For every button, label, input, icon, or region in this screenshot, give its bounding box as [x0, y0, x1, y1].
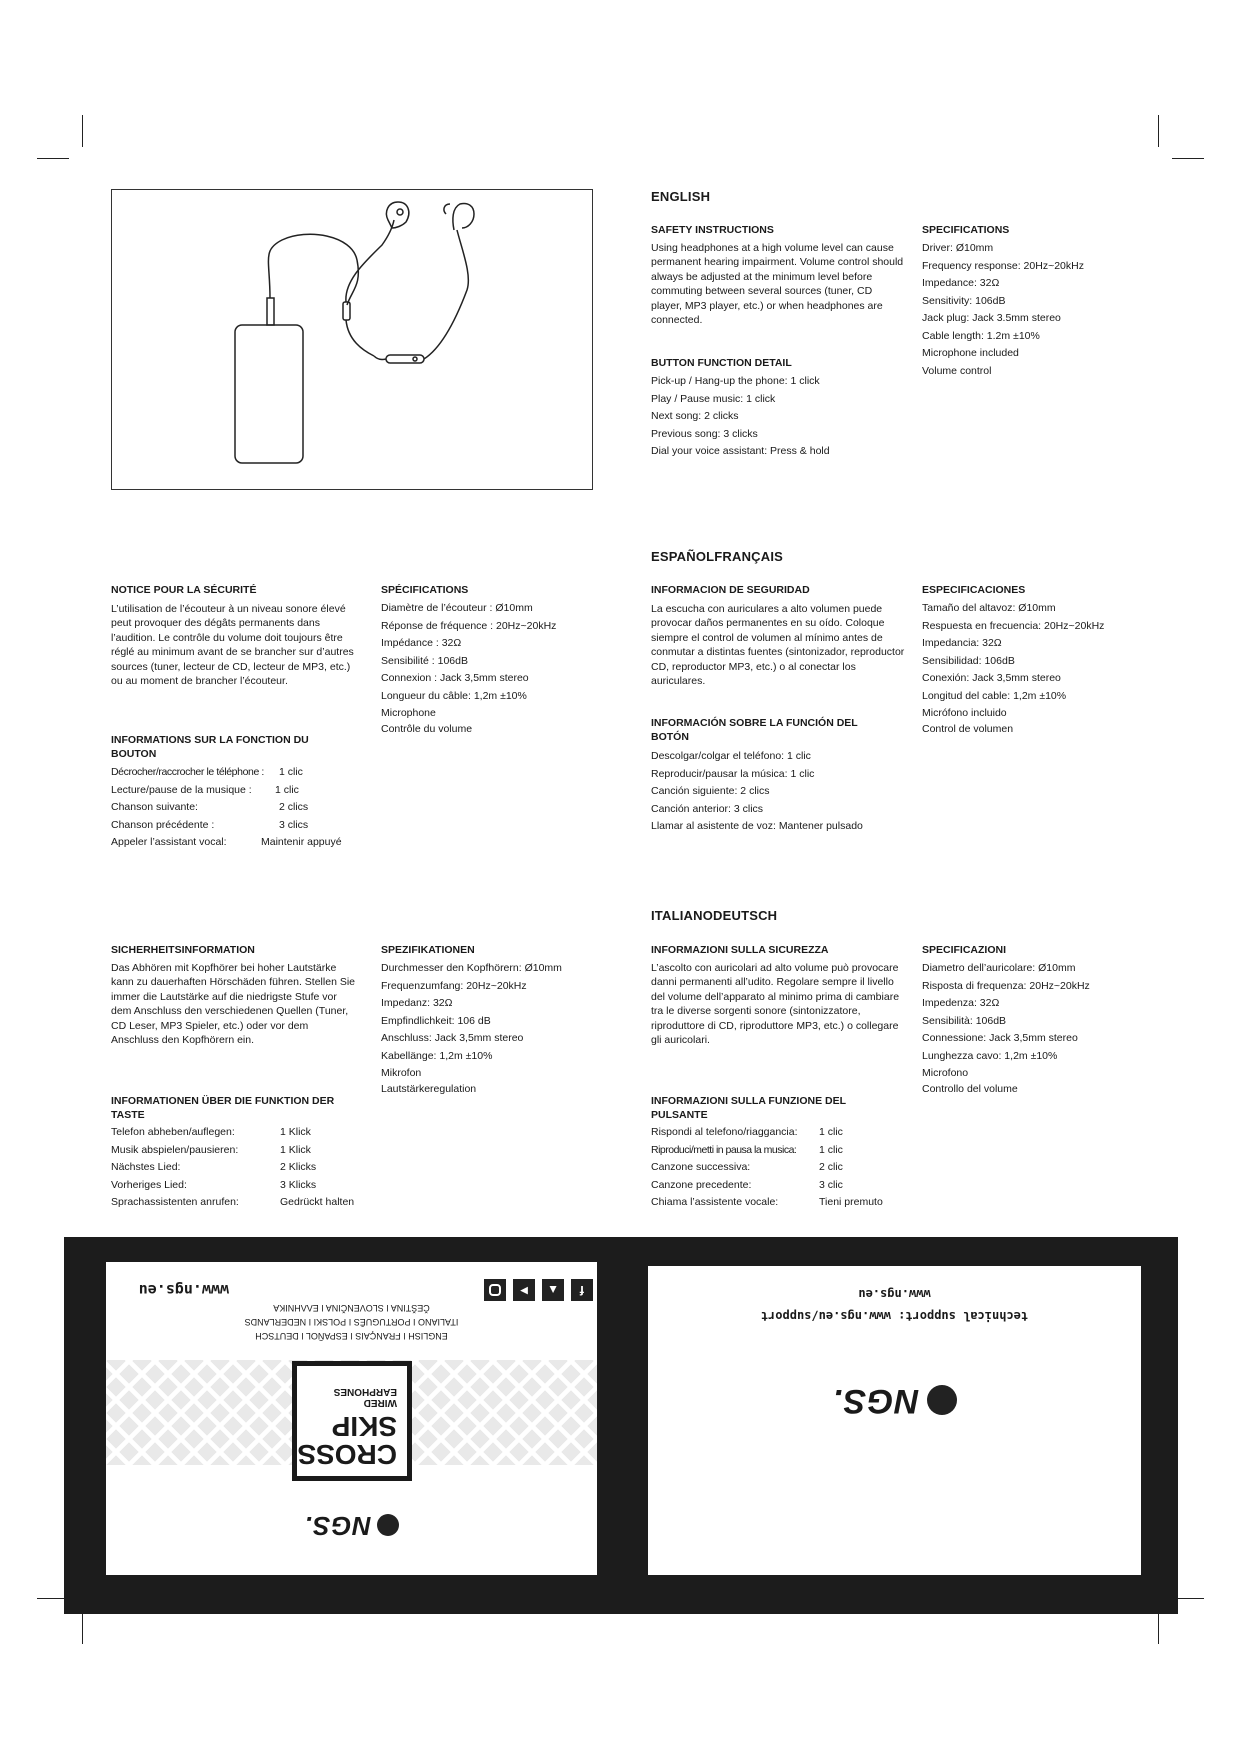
- list-item: Micrófono incluido: [922, 707, 1007, 719]
- es-spec-title: ESPECIFICACIONES: [922, 584, 1026, 596]
- list-item: Previous song: 3 clicks: [651, 427, 758, 440]
- table-row: Rispondi al telefono/riaggancia: 1 clic: [651, 1126, 843, 1138]
- list-item: Empfindlichkeit: 106 dB: [381, 1014, 491, 1027]
- facebook-icon[interactable]: f: [571, 1279, 593, 1301]
- list-item: Conexión: Jack 3,5mm stereo: [922, 672, 1061, 684]
- list-item: Impedanz: 32Ω: [381, 997, 453, 1009]
- en-spec-title: SPECIFICATIONS: [922, 224, 1010, 236]
- ngs-logo-icon: [927, 1386, 957, 1416]
- list-item: Longitud del cable: 1,2m ±10%: [922, 689, 1067, 702]
- list-item: Controllo del volume: [922, 1083, 1018, 1095]
- de-safety-text: Das Abhören mit Kopfhörer bei hoher Lautstärke kann zu dauerhaften Hörschäden führen. Stellen Sie immer die Lautstärke auf die niedrigste Stufe vor dem Anschluss den verschiedenen Quellen (Tuner, CD Leser, MP3 Spieler, etc.) oder vor dem Anschluss den Kopfhörern ein.: [111, 962, 355, 1047]
- list-item: Risposta di frequenza: 20Hz~20kHz: [922, 979, 1090, 992]
- es-safety-text: La escucha con auriculares a alto volumen puede provocar daños permanentes en su oído. Coloque siempre el control de volumen al mínimo antes de conmutar a distintas fuentes (sintonizador, reproductor CD, reproductor MP3, etc.) o al conectar los auriculares.: [651, 603, 905, 688]
- it-spec-title: SPECIFICAZIONI: [922, 944, 1007, 956]
- list-item: Dial your voice assistant: Press & hold: [651, 445, 830, 457]
- list-item: Connexion : Jack 3,5mm stereo: [381, 672, 529, 684]
- fr-spec-title: SPÉCIFICATIONS: [381, 584, 469, 596]
- list-item: Longueur du câble: 1,2m ±10%: [381, 689, 527, 702]
- section-heading-english: ENGLISH: [651, 189, 711, 204]
- list-item: Sensibilité : 106dB: [381, 654, 468, 667]
- table-row: Chanson suivante: 2 clics: [111, 801, 309, 813]
- list-item: Réponse de fréquence : 20Hz~20kHz: [381, 619, 557, 632]
- list-item: Next song: 2 clicks: [651, 410, 739, 422]
- language-list: ENGLISH I FRANÇAIS I ESPAÑOL I DEUTSCH ITALIANO I PORTUGUÊS I POLSKI I NEDERLANDS ČEŠTINA I SLOVENČINA I ΕΛΛΗΝΙΚΑ: [244, 1303, 459, 1341]
- table-row: Vorheriges Lied: 3 Klicks: [111, 1178, 317, 1191]
- fr-safety-text: L’utilisation de l’écouteur à un niveau sonore élevé peut provoquer des dégâts permanents dans l’audition. Le contrôle du volume doit toujours être réglé au minimum avant de se brancher sur d’autres sources (tuner, lecteur de CD, lecteur de MP3, etc.) ou au moment de brancher l’écouteur.: [111, 603, 354, 688]
- en-spec-list: [922, 240, 1084, 380]
- fr-button-list: [111, 764, 342, 852]
- de-spec-title: SPEZIFIKATIONEN: [381, 944, 475, 956]
- cover-right-panel: [648, 1266, 1141, 1575]
- website-url: www.ngs.eu: [858, 1287, 931, 1301]
- list-item: Mikrofon: [381, 1067, 422, 1079]
- list-item: Frequency response: 20Hz~20kHz: [922, 259, 1084, 272]
- list-item: Jack plug: Jack 3.5mm stereo: [922, 312, 1061, 324]
- list-item: Volume control: [922, 364, 992, 377]
- en-button-list: [651, 373, 830, 461]
- de-spec-list: [381, 960, 562, 1097]
- section-heading-es-fr: ESPAÑOLFRANÇAIS: [651, 549, 784, 564]
- list-item: Contrôle du volume: [381, 723, 473, 735]
- list-item: Pick-up / Hang-up the phone: 1 click: [651, 375, 820, 387]
- crop-mark: [37, 158, 69, 159]
- list-item: Reproducir/pausar la música: 1 clic: [651, 767, 815, 780]
- product-illustration: [111, 189, 593, 490]
- table-row: Telefon abheben/auflegen: 1 Klick: [111, 1126, 311, 1138]
- list-item: Sensibilidad: 106dB: [922, 654, 1015, 667]
- fr-button-title: INFORMATIONS SUR LA FONCTION DU BOUTON: [111, 734, 309, 760]
- brand-logo: NGS.: [648, 1381, 1141, 1420]
- ngs-logo-icon: [377, 1515, 399, 1537]
- brand-logo: NGS.: [106, 1510, 597, 1541]
- twitter-icon[interactable]: ▲: [542, 1279, 564, 1301]
- youtube-icon[interactable]: ▶: [513, 1279, 535, 1301]
- list-item: Canción anterior: 3 clics: [651, 802, 764, 815]
- list-item: Kabellänge: 1,2m ±10%: [381, 1049, 493, 1062]
- it-button-list: [651, 1124, 883, 1212]
- list-item: Impedancia: 32Ω: [922, 637, 1002, 649]
- fr-spec-list: [381, 600, 556, 737]
- de-safety-title: SICHERHEITSINFORMATION: [111, 944, 255, 956]
- list-item: Play / Pause music: 1 click: [651, 392, 776, 405]
- table-row: Riproduci/metti in pausa la musica: 1 clic: [651, 1143, 843, 1156]
- product-sub1: WIRED: [363, 1397, 397, 1408]
- en-button-title: BUTTON FUNCTION DETAIL: [651, 357, 792, 369]
- it-button-title: INFORMAZIONI SULLA FUNZIONE DEL PULSANTE: [651, 1095, 846, 1121]
- crop-mark: [82, 115, 83, 147]
- list-item: Anschluss: Jack 3,5mm stereo: [381, 1032, 524, 1044]
- cover-left-panel: [106, 1262, 597, 1575]
- list-item: Impedenza: 32Ω: [922, 997, 1000, 1009]
- list-item: Canción siguiente: 2 clics: [651, 785, 770, 797]
- product-name-line2: SKIP: [331, 1411, 397, 1442]
- es-spec-list: [922, 600, 1104, 737]
- es-safety-title: INFORMACION DE SEGURIDAD: [651, 584, 810, 596]
- en-safety-title: SAFETY INSTRUCTIONS: [651, 224, 774, 236]
- table-row: Musik abspielen/pausieren: 1 Klick: [111, 1143, 311, 1156]
- list-item: Microphone included: [922, 347, 1019, 359]
- en-safety-text: Using headphones at a high volume level can cause permanent hearing impairment. Volume control should always be adjusted at the minimum level before commuting between several sources (tuner, CD player, MP3 player, etc.) or when headphones are connected.: [651, 242, 904, 327]
- table-row: Lecture/pause de la musique : 1 clic: [111, 783, 299, 796]
- table-row: Canzone successiva: 2 clic: [651, 1161, 843, 1173]
- list-item: Sensitivity: 106dB: [922, 294, 1006, 307]
- table-row: Nächstes Lied: 2 Klicks: [111, 1161, 317, 1173]
- earphones-phone-drawing: [112, 190, 592, 489]
- fr-safety-title: NOTICE POUR LA SÉCURITÉ: [111, 584, 257, 596]
- product-box: [292, 1361, 412, 1481]
- de-button-title: INFORMATIONEN ÜBER DIE FUNKTION DER TASTE: [111, 1095, 335, 1121]
- list-item: Tamaño del altavoz: Ø10mm: [922, 602, 1056, 614]
- list-item: Microfono: [922, 1067, 969, 1079]
- list-item: Sensibilità: 106dB: [922, 1014, 1007, 1027]
- list-item: Respuesta en frecuencia: 20Hz~20kHz: [922, 619, 1105, 632]
- list-item: Impedance: 32Ω: [922, 277, 1000, 289]
- list-item: Driver: Ø10mm: [922, 242, 994, 254]
- table-row: Canzone precedente: 3 clic: [651, 1178, 843, 1191]
- de-button-list: [111, 1124, 355, 1212]
- crop-mark: [82, 1612, 83, 1644]
- table-row: Décrocher/raccrocher le téléphone : 1 clic: [111, 766, 303, 778]
- list-item: Diamètre de l’écouteur : Ø10mm: [381, 602, 533, 614]
- list-item: Impédance : 32Ω: [381, 637, 462, 649]
- table-row: Chiama l’assistente vocale: Tieni premuto: [651, 1196, 883, 1208]
- table-row: Appeler l’assistant vocal: Maintenir appuyé: [111, 836, 342, 848]
- website-url: www.ngs.eu: [138, 1281, 229, 1299]
- it-spec-list: [922, 960, 1090, 1097]
- list-item: Lautstärkeregulation: [381, 1083, 477, 1095]
- product-name-line1: CROSS: [297, 1439, 397, 1470]
- crop-mark: [1158, 115, 1159, 147]
- it-safety-text: L’ascolto con auricolari ad alto volume può provocare danni permanenti all’udito. Regolare sempre il livello del volume dell’apparato al minimo prima di cambiare tra le diverse sorgenti sonore (sintonizzatore, riproduttore di CD, riproduttore MP3, etc.) o collegare gli auricolari.: [651, 962, 900, 1047]
- list-item: Connessione: Jack 3,5mm stereo: [922, 1032, 1078, 1044]
- list-item: Cable length: 1.2m ±10%: [922, 329, 1040, 342]
- list-item: Control de volumen: [922, 723, 1014, 735]
- section-heading-it-de: ITALIANODEUTSCH: [651, 908, 778, 923]
- list-item: Frequenzumfang: 20Hz~20kHz: [381, 979, 527, 992]
- es-button-title: INFORMACIÓN SOBRE LA FUNCIÓN DEL BOTÓN: [651, 717, 858, 743]
- table-row: Chanson précédente : 3 clics: [111, 818, 309, 831]
- table-row: Sprachassistenten anrufen: Gedrückt halten: [111, 1196, 355, 1208]
- it-safety-title: INFORMAZIONI SULLA SICUREZZA: [651, 944, 829, 956]
- list-item: Descolgar/colgar el teléfono: 1 clic: [651, 750, 811, 762]
- instagram-icon[interactable]: [484, 1279, 506, 1301]
- list-item: Lunghezza cavo: 1,2m ±10%: [922, 1049, 1058, 1062]
- social-icons: [484, 1279, 593, 1301]
- crop-mark: [1172, 158, 1204, 159]
- list-item: Diametro dell’auricolare: Ø10mm: [922, 962, 1076, 974]
- list-item: Llamar al asistente de voz: Mantener pulsado: [651, 820, 863, 832]
- support-text: technical support: www.ngs.eu/support: [760, 1309, 1029, 1323]
- list-item: Microphone: [381, 707, 436, 719]
- crop-mark: [1158, 1612, 1159, 1644]
- es-button-list: [651, 748, 863, 836]
- list-item: Durchmesser den Kopfhörern: Ø10mm: [381, 962, 562, 974]
- product-sub2: EARPHONES: [333, 1386, 397, 1397]
